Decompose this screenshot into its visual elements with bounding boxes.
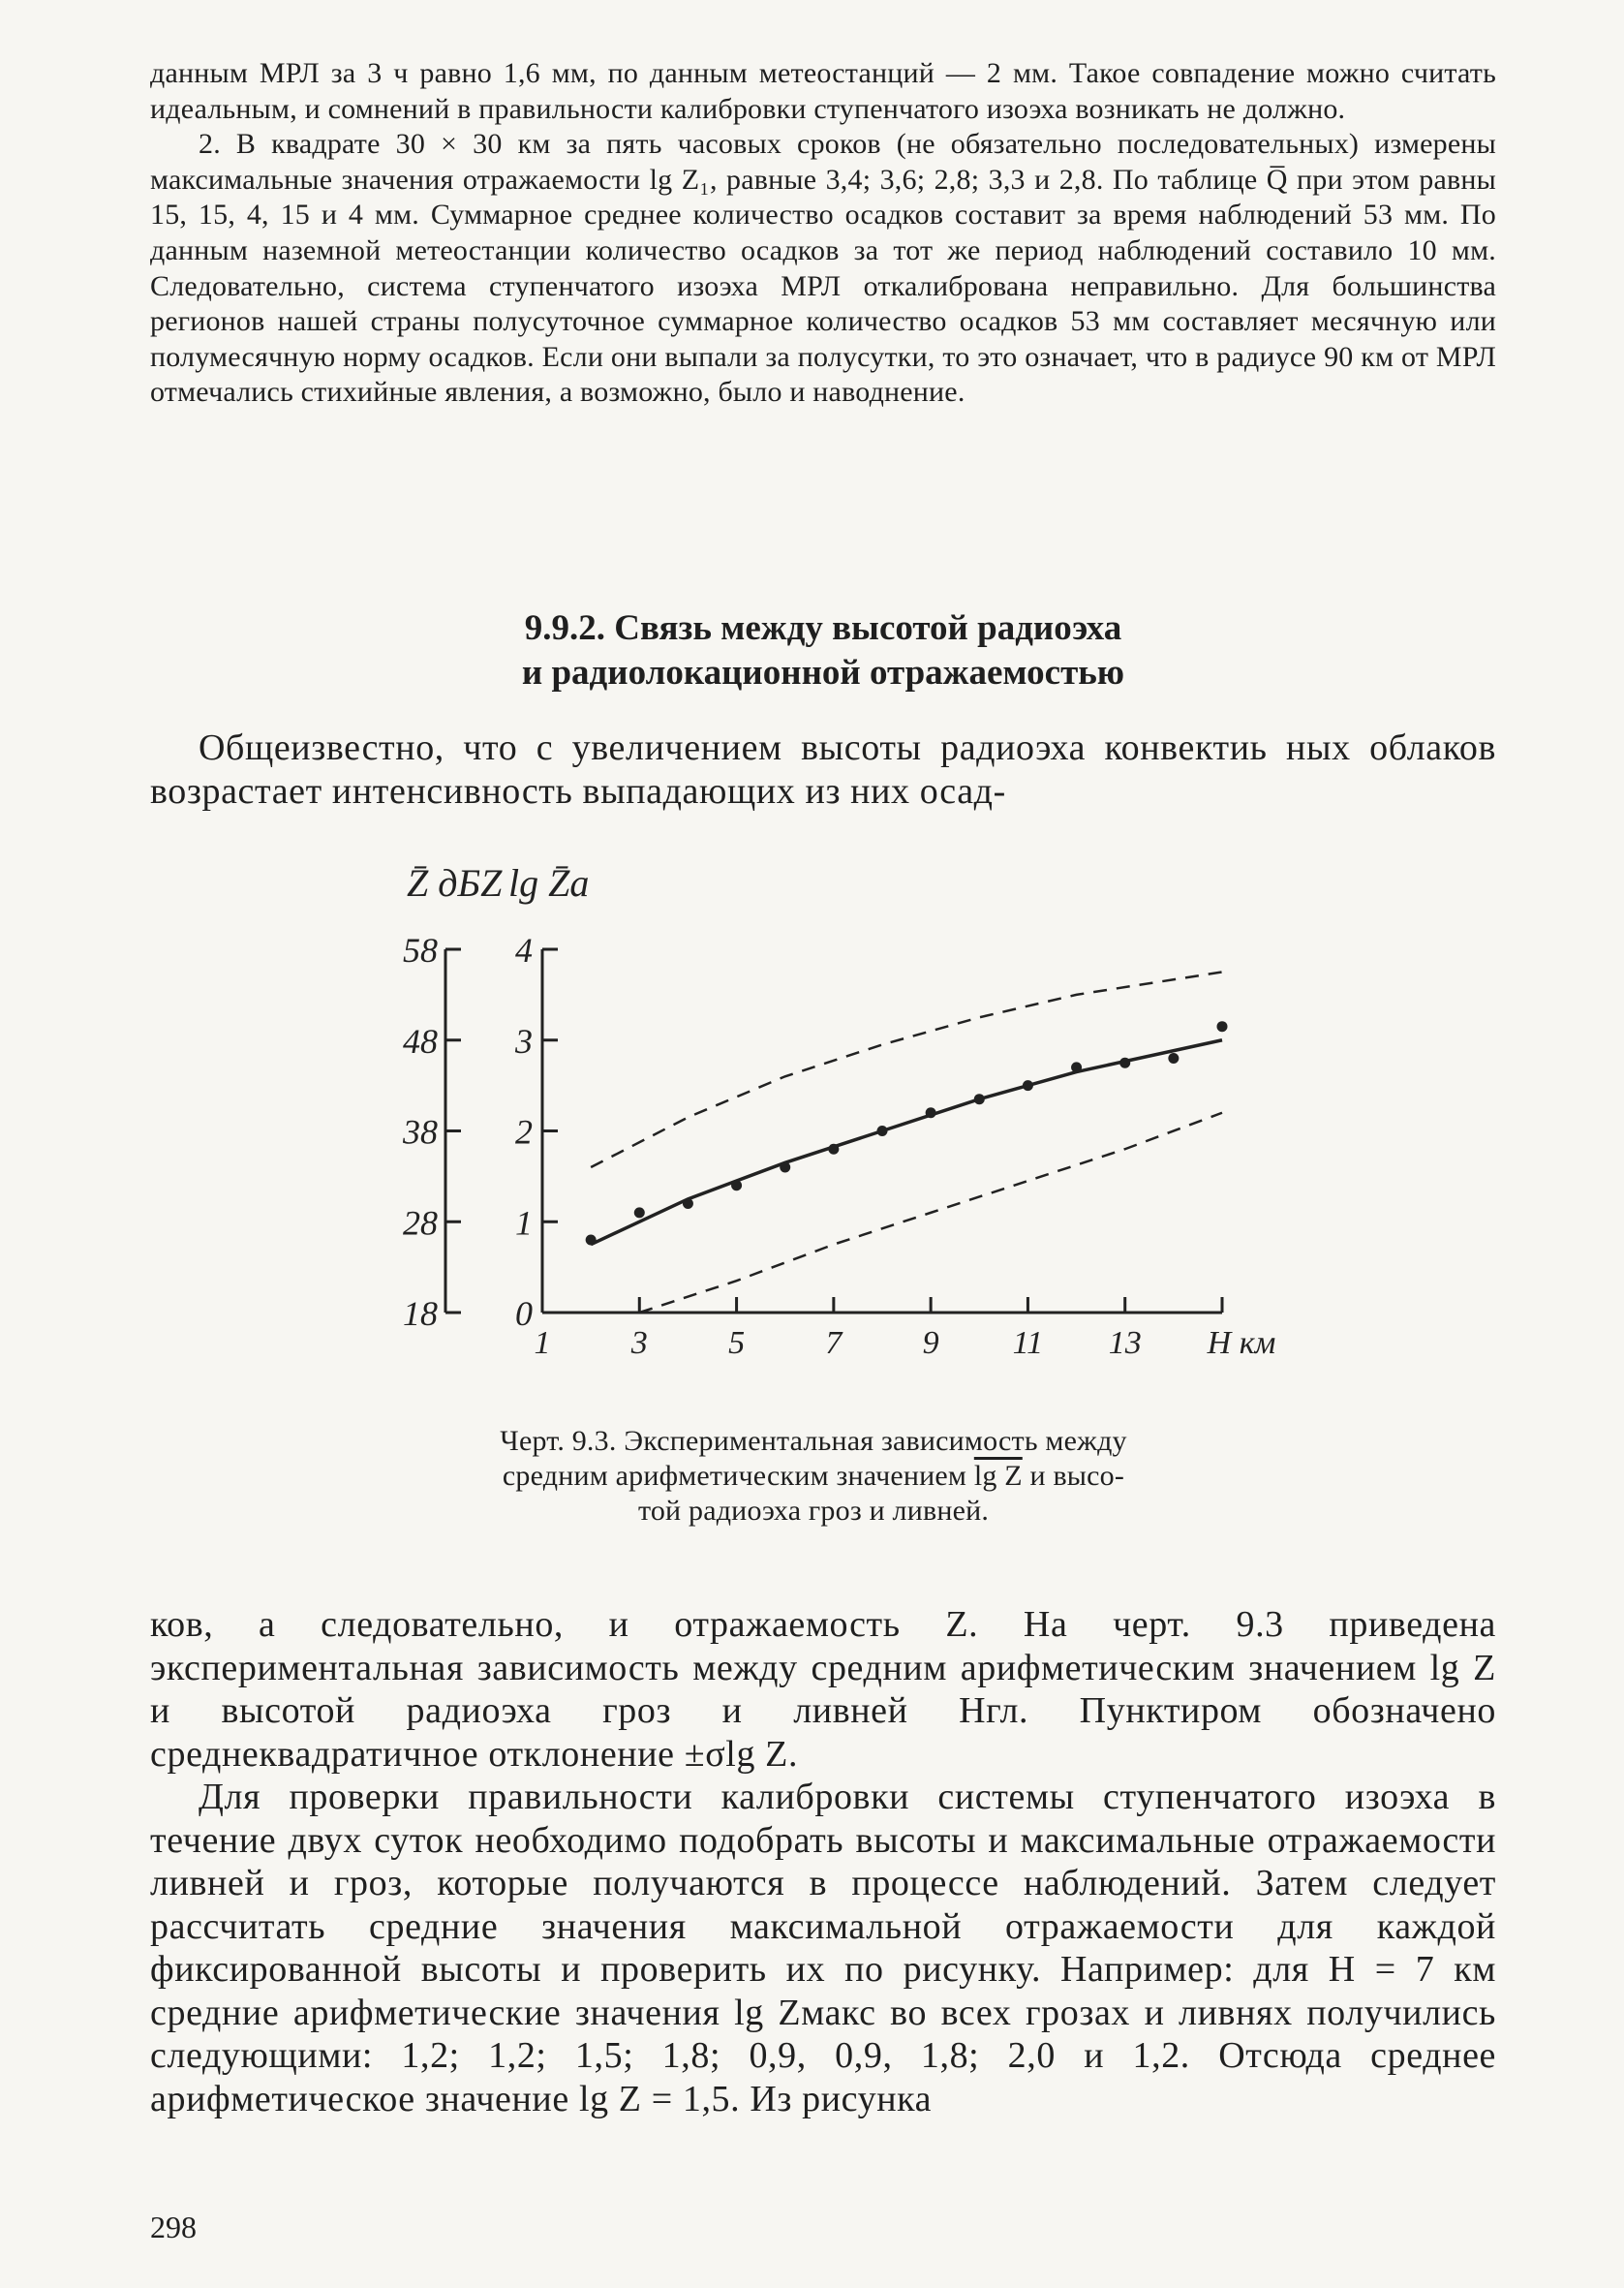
paragraph: данным МРЛ за 3 ч равно 1,6 мм, по данным метеостанций — 2 мм. Такое совпадение можно считать идеальным, и сомнений в правильности калибровки ступенчатого изоэха возникать не должно. — [150, 57, 1496, 125]
right-tick-label: 4 — [515, 931, 533, 970]
right-axis-label: lg Z̄а — [508, 861, 590, 905]
caption-text: и высо- — [1029, 1460, 1125, 1492]
data-point — [1071, 1062, 1082, 1072]
data-point — [731, 1180, 742, 1190]
paragraph: Для проверки правильности калибровки системы ступенчатого изоэха в течение двух суток необходимо подобрать высоты и максимальные отражаемости ливней и гроз, которые получаются в процессе наблюдений. Затем следует рассчитать средние значения максимальной отражаемости для каждой фиксированной высоты и проверить их по рисунку. Например: для H = 7 км средние арифметические значения lg Zмакс во всех грозах и ливнях получились следующими: 1,2; 1,2; 1,5; 1,8; 0,9, 0,9, 1,8; 2,0 и 1,2. Отсюда среднее арифметическое значение lg Z = 1,5. Из рисунка — [150, 1777, 1496, 2119]
x-tick-label: 11 — [1012, 1325, 1044, 1361]
data-point — [586, 1235, 597, 1246]
caption-text: средним арифметическим значением — [502, 1460, 967, 1492]
right-tick-label: 2 — [515, 1112, 533, 1152]
data-point — [780, 1162, 790, 1173]
x-tick-label: 1 — [534, 1325, 551, 1361]
data-point — [974, 1094, 985, 1104]
x-tick-label: 9 — [922, 1325, 939, 1361]
paragraph: 2. В квадрате 30 × 30 км за пять часовых сроков (не обязательно последовательных) измерены максимальные значения отражаемости lg Z₁, равные 3,4; 3,6; 2,8; 3,3 и 2,8. По таблице Q̅ при этом равны 15, 15, 4, 15 и 4 мм. Суммарное среднее количество осадков составит за время наблюдений 53 мм. По данным наземной метеостанции количество осадков за тот же период наблюдений составило 10 мм. Следовательно, система ступенчатого изоэха МРЛ откалибрована неправильно. Для большинства регионов нашей страны полусуточное суммарное количество осадков 53 мм составляет месячную или полумесячную норму осадков. Если они выпали за полусутки, то это означает, что в радиусе 90 км от МРЛ отмечались стихийные явления, а возможно, было и наводнение. — [150, 128, 1496, 409]
height-reflectivity-chart — [368, 848, 1276, 1390]
data-point — [828, 1144, 839, 1155]
right-tick-label: 1 — [515, 1203, 533, 1243]
data-point — [1023, 1080, 1033, 1091]
x-tick-label: 7 — [825, 1325, 843, 1361]
figure-caption — [368, 1424, 1259, 1529]
data-point — [1119, 1058, 1130, 1068]
data-point — [634, 1207, 645, 1218]
data-point — [926, 1107, 936, 1118]
top-text — [150, 56, 1496, 411]
series-lower-line — [639, 1113, 1222, 1313]
left-tick-label: 18 — [403, 1294, 438, 1333]
x-tick-label: 5 — [728, 1325, 746, 1361]
right-tick-label: 0 — [515, 1294, 533, 1333]
x-axis-unit: H км — [1207, 1325, 1276, 1361]
x-tick-label: 3 — [630, 1325, 648, 1361]
series-upper-line — [591, 972, 1222, 1167]
section-heading — [150, 606, 1496, 696]
left-tick-label: 38 — [403, 1112, 438, 1152]
data-point — [1168, 1053, 1179, 1064]
right-tick-label: 3 — [515, 1021, 533, 1061]
caption-line — [368, 1459, 1259, 1494]
data-point — [877, 1126, 888, 1136]
intro-text — [150, 727, 1496, 813]
left-tick-label: 28 — [403, 1203, 438, 1243]
body-text — [150, 1603, 1496, 2120]
series-mean-line — [591, 1040, 1222, 1245]
data-point — [1217, 1021, 1228, 1032]
section-heading-line: и радиолокационной отражаемостью — [521, 653, 1125, 693]
data-point — [683, 1198, 693, 1209]
section-heading-line: 9.9.2. Связь между высотой радиоэха — [524, 608, 1122, 648]
caption-line: той радиоэха гроз и ливней. — [637, 1495, 990, 1527]
left-tick-label: 48 — [403, 1021, 438, 1061]
caption-line: Черт. 9.3. Экспериментальная зависимость между — [500, 1425, 1127, 1457]
caption-formula: lg Z — [973, 1460, 1023, 1492]
paragraph: ков, а следовательно, и отражаемость Z. На черт. 9.3 приведена экспериментальная зависимость между средним арифметическим значением lg Z и высотой радиоэха гроз и ливней Hгл. Пунктиром обозначено среднеквадратичное отклонение ±σlg Z. — [150, 1604, 1496, 1775]
x-tick-label: 13 — [1108, 1325, 1142, 1361]
paragraph: Общеизвестно, что с увеличением высоты радиоэха конвектиь ных облаков возрастает интенсивность выпадающих из них осад- — [150, 727, 1496, 812]
page-number: 298 — [150, 2210, 197, 2244]
left-tick-label: 58 — [403, 931, 438, 970]
left-axis-label: Z̄ дБZ — [407, 861, 503, 905]
